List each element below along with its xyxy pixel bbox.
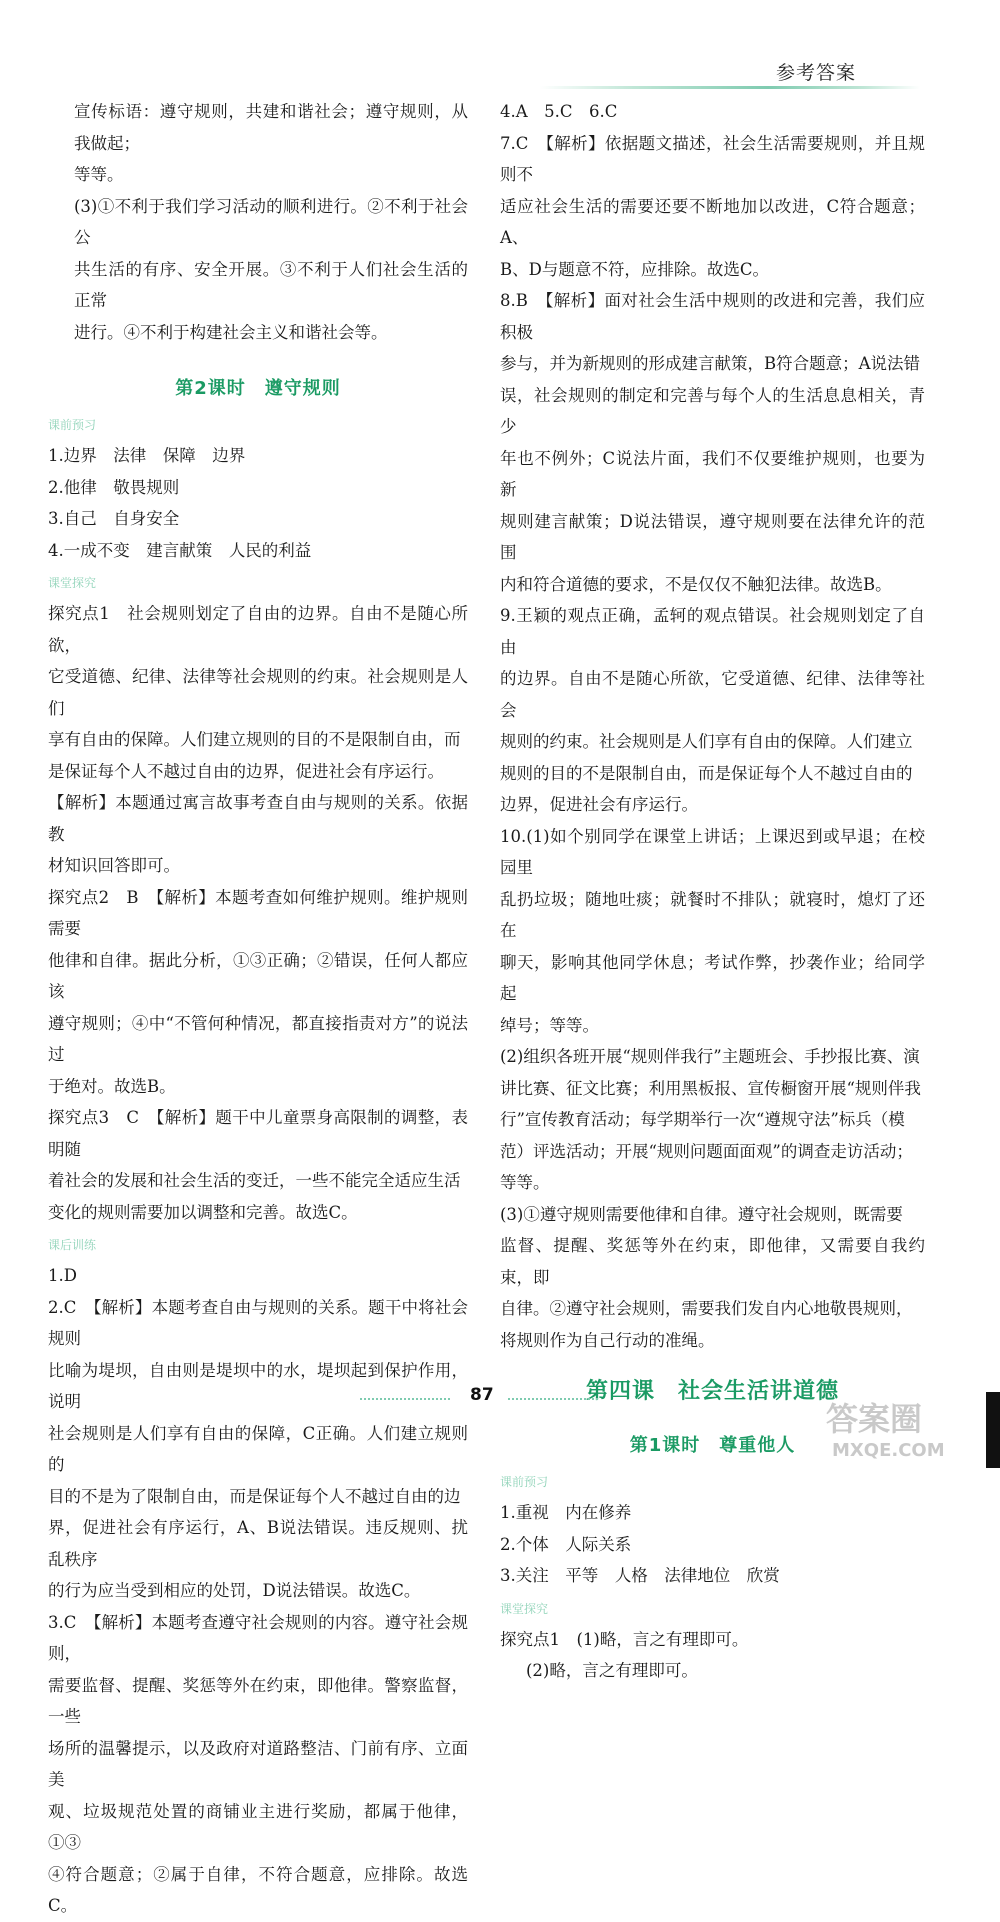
left-column — [48, 96, 468, 1922]
answer-line: 宣传标语：遵守规则，共建和谐社会；遵守规则，从我做起； — [74, 102, 468, 153]
exercise-line: 目的不是为了限制自由，而是保证每个人不越过自由的边 — [48, 1486, 461, 1506]
exercise-line: 社会规则是人们享有自由的保障，C正确。人们建立规则的 — [48, 1423, 468, 1474]
exercise-line: 规则的目的不是限制自由，而是保证每个人不越过自由的 — [500, 763, 913, 783]
exercise-line: (2)组织各班开展“规则伴我行”主题班会、手抄报比赛、演 — [500, 1047, 920, 1066]
exercise-line: 的行为应当受到相应的处罚，D说法错误。故选C。 — [48, 1581, 421, 1600]
preview-item: 1.重视 内在修养 — [500, 1503, 632, 1522]
explore-line: 他律和自律。据此分析，①③正确；②错误，任何人都应该 — [48, 950, 468, 1001]
exercise-line: 绰号；等等。 — [500, 1015, 599, 1035]
lesson-title: 第2课时 遵守规则 — [175, 378, 341, 399]
exercise-line: 的边界。自由不是随心所欲，它受道德、纪律、法律等社会 — [500, 669, 925, 720]
section-tag: 课前预习 — [500, 1475, 549, 1489]
exercise-line: 年也不例外；C说法片面，我们不仅要维护规则，也要为新 — [500, 448, 925, 499]
exercise-line: 讲比赛、征文比赛；利用黑板报、宣传橱窗开展“规则伴我 — [500, 1078, 921, 1098]
exercise-answer: 1.D — [48, 1266, 77, 1285]
lesson-title: 第1课时 尊重他人 — [629, 1435, 796, 1456]
section-tag: 课堂探究 — [48, 576, 97, 590]
explore-line: 探究点3 C 【解析】题干中儿童票身高限制的调整，表明随 — [48, 1108, 468, 1159]
exercise-answer: 4.A 5.C 6.C — [500, 102, 618, 121]
exercise-line: 监督、提醒、奖惩等外在约束，即他律，又需要自我约束，即 — [500, 1236, 925, 1287]
exercise-line: ④符合题意；②属于自律，不符合题意，应排除。故选C。 — [48, 1864, 468, 1915]
preview-item: 4.一成不变 建言献策 人民的利益 — [48, 540, 312, 560]
explore-line: 材知识回答即可。 — [48, 856, 180, 875]
preview-item: 2.他律 敬畏规则 — [48, 477, 180, 497]
exercise-line: 乱扔垃圾；随地吐痰；就餐时不排队；就寝时，熄灯了还在 — [500, 889, 925, 940]
exercise-line: 8.B 【解析】面对社会生活中规则的改进和完善，我们应积极 — [500, 291, 925, 342]
explore-line: 探究点1 (1)略，言之有理即可。 — [500, 1629, 749, 1649]
exercise-line: 参与，并为新规则的形成建言献策，B符合题意；A说法错 — [500, 354, 921, 373]
explore-line: 着社会的发展和社会生活的变迁，一些不能完全适应生活 — [48, 1171, 461, 1190]
exercise-line: 3.C 【解析】本题考查遵守社会规则的内容。遵守社会规则， — [48, 1612, 468, 1663]
header-label: 参考答案 — [776, 62, 857, 84]
exercise-line: 边界，促进社会有序运行。 — [500, 795, 698, 814]
footer-dotted-rule-right — [508, 1398, 598, 1400]
answer-line: 进行。④不利于构建社会主义和谐社会等。 — [74, 322, 388, 342]
page-corner-tab — [986, 1392, 1000, 1468]
page-number: 87 — [470, 1385, 494, 1405]
exercise-line: 内和符合道德的要求，不是仅仅不触犯法律。故选B。 — [500, 574, 892, 594]
section-tag: 课前预习 — [48, 418, 97, 432]
explore-line: 遵守规则；④中“不管何种情况，都直接指责对方”的说法过 — [48, 1013, 468, 1064]
answer-line: 共生活的有序、安全开展。③不利于人们社会生活的正常 — [74, 259, 468, 310]
exercise-line: 需要监督、提醒、奖惩等外在约束，即他律。警察监督，一些 — [48, 1675, 468, 1726]
exercise-line: 规则的约束。社会规则是人们享有自由的保障。人们建立 — [500, 732, 913, 751]
watermark-logo — [818, 1394, 986, 1460]
preview-item: 3.关注 平等 人格 法律地位 欣赏 — [500, 1566, 780, 1585]
preview-item: 2.个体 人际关系 — [500, 1534, 632, 1554]
exercise-line: 行”宣传教育活动；每学期举行一次“遵规守法”标兵（模 — [500, 1110, 905, 1129]
exercise-line: 10.(1)如个别同学在课堂上讲话；上课迟到或早退；在校园里 — [500, 826, 925, 877]
explore-line: 是保证每个人不越过自由的边界，促进社会有序运行。 — [48, 761, 444, 781]
answer-line: (3)①不利于我们学习活动的顺利进行。②不利于社会公 — [74, 196, 468, 247]
watermark-text: 答案圈 — [826, 1400, 923, 1438]
header-decorative-rule — [540, 86, 920, 89]
preview-item: 1.边界 法律 保障 边界 — [48, 446, 246, 465]
exercise-line: B、D与题意不符，应排除。故选C。 — [500, 259, 769, 279]
explore-line: 探究点1 社会规则划定了自由的边界。自由不是随心所欲， — [48, 604, 468, 655]
explore-line: 【解析】本题通过寓言故事考查自由与规则的关系。依据教 — [48, 793, 468, 844]
exercise-line: 场所的温馨提示，以及政府对道路整洁、门前有序、立面美 — [48, 1738, 468, 1789]
exercise-line: 2.C 【解析】本题考查自由与规则的关系。题干中将社会规则 — [48, 1297, 468, 1348]
explore-line: 于绝对。故选B。 — [48, 1076, 176, 1096]
explore-line: 享有自由的保障。人们建立规则的目的不是限制自由，而 — [48, 730, 461, 749]
exercise-line: 规则建言献策；D说法错误，遵守规则要在法律允许的范围 — [500, 511, 925, 562]
exercise-line: 适应社会生活的需要还要不断地加以改进，C符合题意；A、 — [500, 196, 925, 247]
exercise-line: 将规则作为自己行动的准绳。 — [500, 1330, 715, 1350]
exercise-line: 误，社会规则的制定和完善与每个人的生活息息相关，青少 — [500, 385, 925, 436]
answer-line: 等等。 — [74, 165, 124, 184]
watermark-url: MXQE.COM — [832, 1440, 945, 1460]
exercise-line: 界，促进社会有序运行，A、B说法错误。违反规则、扰乱秩序 — [48, 1518, 468, 1569]
exercise-line: (3)①遵守规则需要他律和自律。遵守社会规则，既需要 — [500, 1204, 903, 1224]
explore-line: 探究点2 B 【解析】本题考查如何维护规则。维护规则需要 — [48, 887, 468, 938]
exercise-line: 比喻为堤坝，自由则是堤坝中的水，堤坝起到保护作用，说明 — [48, 1360, 468, 1411]
exercise-line: 自律。②遵守社会规则，需要我们发自内心地敬畏规则， — [500, 1299, 913, 1318]
explore-line: (2)略，言之有理即可。 — [526, 1661, 698, 1680]
section-tag: 课后训练 — [48, 1238, 97, 1252]
section-tag: 课堂探究 — [500, 1601, 549, 1616]
exercise-line: 聊天，影响其他同学休息；考试作弊，抄袭作业；给同学起 — [500, 952, 925, 1003]
exercise-line: 范）评选活动；开展“规则问题面面观”的调查走访活动； — [500, 1141, 913, 1161]
exercise-line: 等等。 — [500, 1173, 550, 1192]
footer-dotted-rule-left — [360, 1398, 450, 1400]
exercise-line: 观、垃圾规范处置的商铺业主进行奖励，都属于他律，①③ — [48, 1801, 468, 1852]
preview-item: 3.自己 自身安全 — [48, 509, 180, 528]
exercise-line: 7.C 【解析】依据题文描述，社会生活需要规则，并且规则不 — [500, 133, 925, 184]
explore-line: 变化的规则需要加以调整和完善。故选C。 — [48, 1202, 358, 1222]
explore-line: 它受道德、纪律、法律等社会规则的约束。社会规则是人们 — [48, 667, 468, 718]
exercise-line: 9.王颖的观点正确，孟轲的观点错误。社会规则划定了自由 — [500, 606, 925, 657]
unit-title: 第四课 社会生活讲道德 — [585, 1379, 839, 1404]
